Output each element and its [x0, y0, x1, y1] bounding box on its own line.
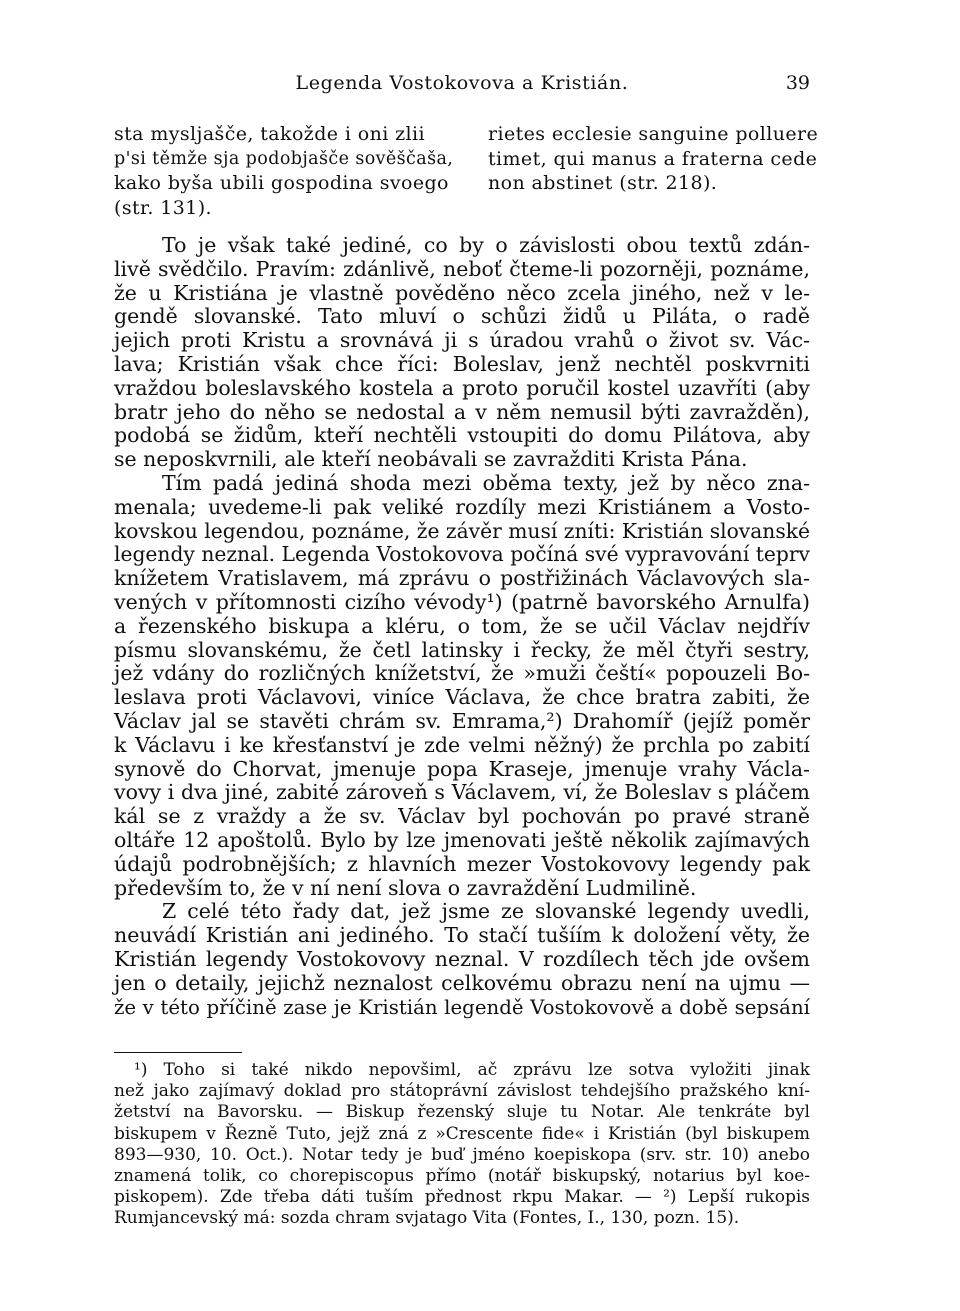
body-line: k Václavu i ke křesťanství je zde velmi něžný) že prchla po zabití	[114, 732, 810, 757]
quote-line: kako byša ubili gospodina svoego	[114, 172, 449, 194]
body-line: vraždou boleslavského kostela a proto poručil kostel uzavříti (aby	[114, 375, 810, 400]
body-line: leslava proti Václavovi, viníce Václava, že chce bratra zabiti, že	[114, 685, 810, 710]
body-line: oltáře 12 apoštolů. Bylo by lze jmenovati ještě několik zajímavých	[114, 827, 810, 852]
footnote-line: znamená tolik, co chorepiscopus přímo (notář biskupský, notarius byl koe-	[114, 1165, 810, 1186]
footnote-line: 893—930, 10. Oct.). Notar tedy je buď jméno koepiskopa (srv. str. 10) anebo	[114, 1144, 810, 1165]
body-line: Z celé této řady dat, jež jsme ze slovanské legendy uvedli,	[162, 899, 810, 924]
footnote-line: biskupem v Řezně Tuto, jejž zná z »Crescente fide« i Kristián (byl biskupem	[114, 1123, 810, 1144]
page-number: 39	[785, 72, 810, 94]
body-line: podobá se židům, kteří nechtěli vstoupiti do domu Pilátova, aby	[114, 423, 810, 448]
quote-line: timet, qui manus a fraterna cede	[488, 147, 818, 170]
body-line: se neposkvrnili, ale kteří neobávali se zavražditi Krista Pána.	[114, 447, 748, 472]
footnote-line: než jako zajímavý doklad pro státoprávní závislost tehdejšího pražského kní-	[114, 1081, 810, 1102]
body-line: jejich proti Kristu a srovnává ji s úradou vrahů o život sv. Vác-	[114, 328, 810, 353]
body-line: legendy neznal. Legenda Vostokovova počíná své vypravování teprv	[114, 542, 810, 567]
body-line: neuvádí Kristián ani jediného. To stačí tušíím k doložení věty, že	[114, 923, 810, 948]
body-line: To je však také jediné, co by o závislosti obou textů zdán-	[162, 233, 810, 257]
footnote-line: ¹) Toho si také nikdo nepovšiml, ač zprávu lze sotva vyložiti jinak	[134, 1060, 810, 1080]
body-line: že u Kristiána je vlastně pověděno něco zcela jiného, než v le-	[114, 280, 810, 305]
footnote-line: Rumjancevský má: sozda chram svjatago Vita (Fontes, I., 130, pozn. 15).	[114, 1208, 740, 1229]
body-line: kál se z vraždy a že sv. Václav byl pochován po pravé straně	[114, 804, 810, 829]
footnote-line: piskopem). Zde třeba dáti tuším přednost rkpu Makar. — ²) Lepší rukopis	[114, 1187, 810, 1208]
body-line: jež vdány do rozličných knížetství, že »muži čeští« popouzeli Bo-	[114, 661, 810, 686]
body-line: gendě slovanské. Tato mluví o schůzi židů u Piláta, o radě	[114, 304, 810, 329]
body-line: vených v přítomnosti cizího vévody¹) (patrně bavorského Arnulfa)	[114, 589, 810, 614]
body-line: kovskou legendou, poznáme, že závěr musí zníti: Kristián slovanské	[114, 518, 810, 543]
body-line: bratr jeho do něho se nedostal a v něm nemusil býti zavražděn),	[114, 399, 810, 424]
body-line: jen o detaily, jejichž neznalost celkovému obrazu není na ujmu —	[114, 970, 810, 995]
quote-line: rietes ecclesie sanguine polluere	[488, 123, 819, 145]
body-line: knížetem Vratislavem, má zprávu o postřižinách Václavových sla-	[114, 566, 810, 591]
quote-line: non abstinet (str. 218).	[488, 172, 718, 194]
body-line: synově do Chorvat, jmenuje popa Kraseje, jmenuje vrahy Václa-	[114, 756, 810, 781]
body-line: a řezenského biskupa a kléru, o tom, že se učil Václav nejdřív	[114, 613, 810, 638]
body-line: že v této příčině zase je Kristián legendě Vostokovově a době sepsání	[114, 995, 810, 1019]
quote-line: (str. 131).	[114, 196, 212, 219]
body-line: Václav jal se stavěti chrám sv. Emrama,²) Drahomíř (jejíž poměr	[114, 708, 810, 733]
body-line: vovy i dva jiné, zabité zároveň s Václavem, ví, že Boleslav s pláčem	[114, 780, 810, 805]
body-line: údajů podrobnějších; z hlavních mezer Vostokovovy legendy pak	[114, 851, 810, 876]
quote-slavonic	[114, 122, 454, 220]
body-line: Tím padá jediná shoda mezi oběma texty, jež by něco zna-	[162, 470, 810, 495]
body-line: písmu slovanskému, že četl latinsky i řecky, že měl čtyři sestry,	[114, 637, 810, 662]
quote-line: p'si těmže sja podobjašče sověščaša,	[114, 148, 454, 169]
footnote-line: žetství na Bavorsku. — Biskup řezenský sluje tu Notar. Ale tenkráte byl	[114, 1102, 810, 1123]
body-line: livě svědčilo. Pravím: zdánlivě, neboť čteme-li pozorněji, poznáme,	[114, 256, 810, 281]
body-line: především to, že v ní není slova o zavraždění Ludmilině.	[114, 875, 697, 900]
running-header	[114, 72, 810, 98]
quote-line: sta mysljašče, takožde i oni zlii	[114, 123, 425, 145]
footnotes	[114, 1060, 810, 1230]
body-line: Kristián legendy Vostokovovy neznal. V rozdílech těch jde ovšem	[114, 946, 810, 971]
body-line: menala; uvedeme-li pak veliké rozdíly mezi Kristiánem a Vosto-	[114, 494, 810, 519]
quote-latin	[488, 122, 818, 196]
footnote-rule	[114, 1052, 242, 1053]
body-text	[114, 234, 810, 1019]
body-line: lava; Kristián však chce říci: Boleslav, jenž nechtěl poskvrniti	[114, 351, 810, 376]
running-title: Legenda Vostokovova a Kristián.	[295, 72, 629, 94]
